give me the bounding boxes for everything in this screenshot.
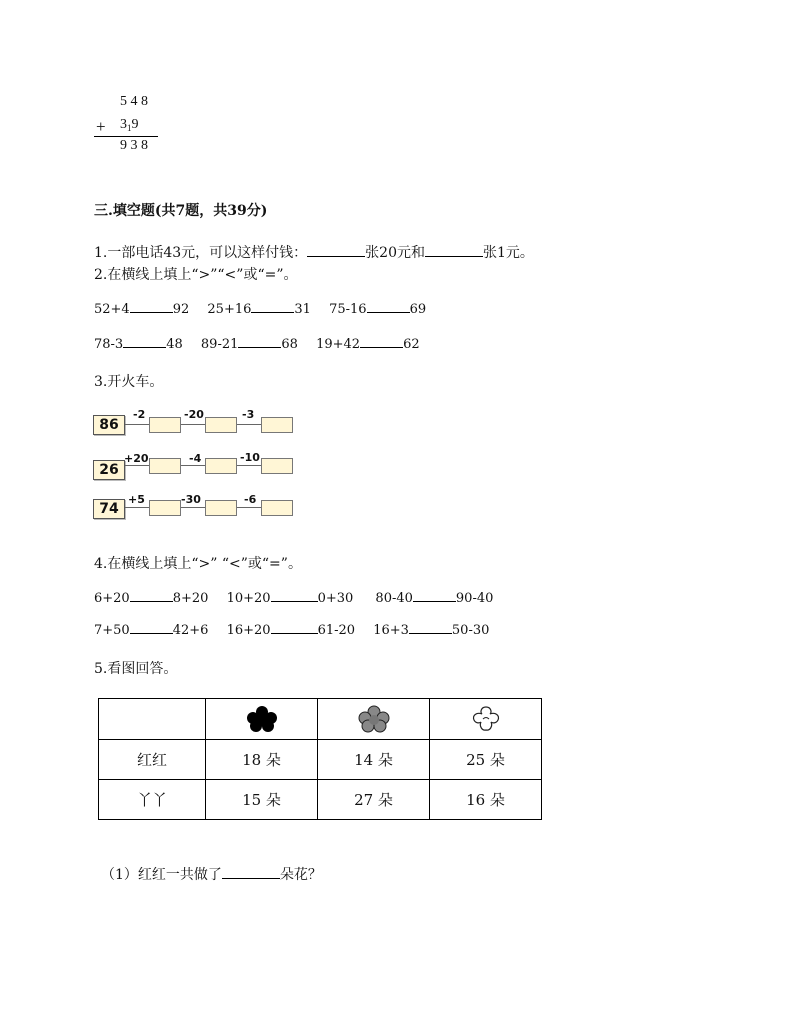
addend-1: 5 4 8 bbox=[120, 94, 148, 109]
count-cell: 16 朵 bbox=[430, 780, 542, 820]
operation-label: -10 bbox=[240, 451, 260, 464]
row-name: 红红 bbox=[99, 740, 206, 780]
train-link bbox=[237, 507, 261, 508]
question-5-prompt: 5.看图回答。 bbox=[94, 661, 178, 677]
answer-blank[interactable] bbox=[222, 878, 280, 879]
compare-blank[interactable] bbox=[413, 601, 456, 602]
header-white-flower bbox=[430, 699, 542, 740]
answer-blank[interactable] bbox=[307, 256, 365, 257]
operation-label: -3 bbox=[242, 408, 255, 421]
gray-flower-icon bbox=[357, 705, 391, 733]
train-car-blank[interactable] bbox=[149, 500, 181, 516]
table-row bbox=[99, 780, 542, 820]
addend-2: $3_19$ bbox=[120, 117, 139, 133]
header-gray-flower bbox=[318, 699, 430, 740]
compare-blank[interactable] bbox=[360, 347, 403, 348]
header-black-flower bbox=[206, 699, 318, 740]
section-title: 三.填空题(共7题，共39分) bbox=[94, 203, 268, 219]
train-link bbox=[237, 465, 261, 466]
compare-blank[interactable] bbox=[130, 633, 173, 634]
compare-blank[interactable] bbox=[409, 633, 452, 634]
compare-blank[interactable] bbox=[130, 601, 173, 602]
operation-label: -6 bbox=[244, 493, 257, 506]
operation-label: -2 bbox=[133, 408, 146, 421]
black-flower-icon bbox=[245, 705, 279, 733]
question-2-row-1: 52+4 92 25+16 31 75-16 69 bbox=[94, 302, 427, 317]
count-cell: 27 朵 bbox=[318, 780, 430, 820]
question-2-prompt: 2.在横线上填上“>”“<”或“=”。 bbox=[94, 267, 298, 283]
question-4-prompt: 4.在横线上填上“>” “<”或“=”。 bbox=[94, 556, 302, 572]
train-link bbox=[181, 465, 205, 466]
operation-label: -4 bbox=[189, 452, 202, 465]
train-link bbox=[125, 507, 149, 508]
operation-label: +5 bbox=[128, 493, 145, 506]
train-start: 86 bbox=[93, 415, 125, 435]
train-link bbox=[181, 507, 205, 508]
compare-blank[interactable] bbox=[123, 347, 166, 348]
white-flower-icon bbox=[469, 705, 503, 733]
flower-table bbox=[98, 698, 542, 820]
train-car-blank[interactable] bbox=[149, 417, 181, 433]
train-link bbox=[125, 424, 149, 425]
count-cell: 25 朵 bbox=[430, 740, 542, 780]
train-car-blank[interactable] bbox=[149, 458, 181, 474]
header-empty-cell bbox=[99, 699, 206, 740]
row-name: 丫丫 bbox=[99, 780, 206, 820]
train-start: 26 bbox=[93, 460, 125, 480]
question-5-sub-1: （1）红红一共做了 朵花？ bbox=[101, 867, 322, 883]
question-3-prompt: 3.开火车。 bbox=[94, 374, 164, 390]
compare-blank[interactable] bbox=[130, 312, 173, 313]
train-car-blank[interactable] bbox=[261, 458, 293, 474]
sum-result: 9 3 8 bbox=[120, 138, 148, 153]
count-cell: 18 朵 bbox=[206, 740, 318, 780]
question-4-row-2: 7+50 42+6 16+20 61-20 16+3 50-30 bbox=[94, 623, 490, 638]
count-cell: 15 朵 bbox=[206, 780, 318, 820]
question-2-row-2: 78-3 48 89-21 68 19+42 62 bbox=[94, 337, 420, 352]
compare-blank[interactable] bbox=[367, 312, 410, 313]
operation-label: +20 bbox=[124, 452, 149, 465]
train-link bbox=[181, 424, 205, 425]
compare-blank[interactable] bbox=[238, 347, 281, 348]
compare-blank[interactable] bbox=[251, 312, 294, 313]
plus-sign: + bbox=[96, 117, 106, 136]
train-link bbox=[237, 424, 261, 425]
answer-blank[interactable] bbox=[425, 256, 483, 257]
train-car-blank[interactable] bbox=[205, 458, 237, 474]
train-start: 74 bbox=[93, 499, 125, 519]
count-cell: 14 朵 bbox=[318, 740, 430, 780]
train-car-blank[interactable] bbox=[261, 417, 293, 433]
question-1: 1.一部电话43元，可以这样付钱： 张20元和 张1元。 bbox=[94, 245, 534, 261]
train-car-blank[interactable] bbox=[205, 417, 237, 433]
train-car-blank[interactable] bbox=[261, 500, 293, 516]
operation-label: -20 bbox=[184, 408, 204, 421]
question-4-row-1: 6+20 8+20 10+20 0+30 80-40 90-40 bbox=[94, 591, 494, 606]
compare-blank[interactable] bbox=[271, 601, 318, 602]
train-car-blank[interactable] bbox=[205, 500, 237, 516]
sum-line bbox=[94, 136, 158, 137]
table-row bbox=[99, 740, 542, 780]
compare-blank[interactable] bbox=[271, 633, 318, 634]
operation-label: -30 bbox=[181, 493, 201, 506]
train-link bbox=[125, 465, 149, 466]
